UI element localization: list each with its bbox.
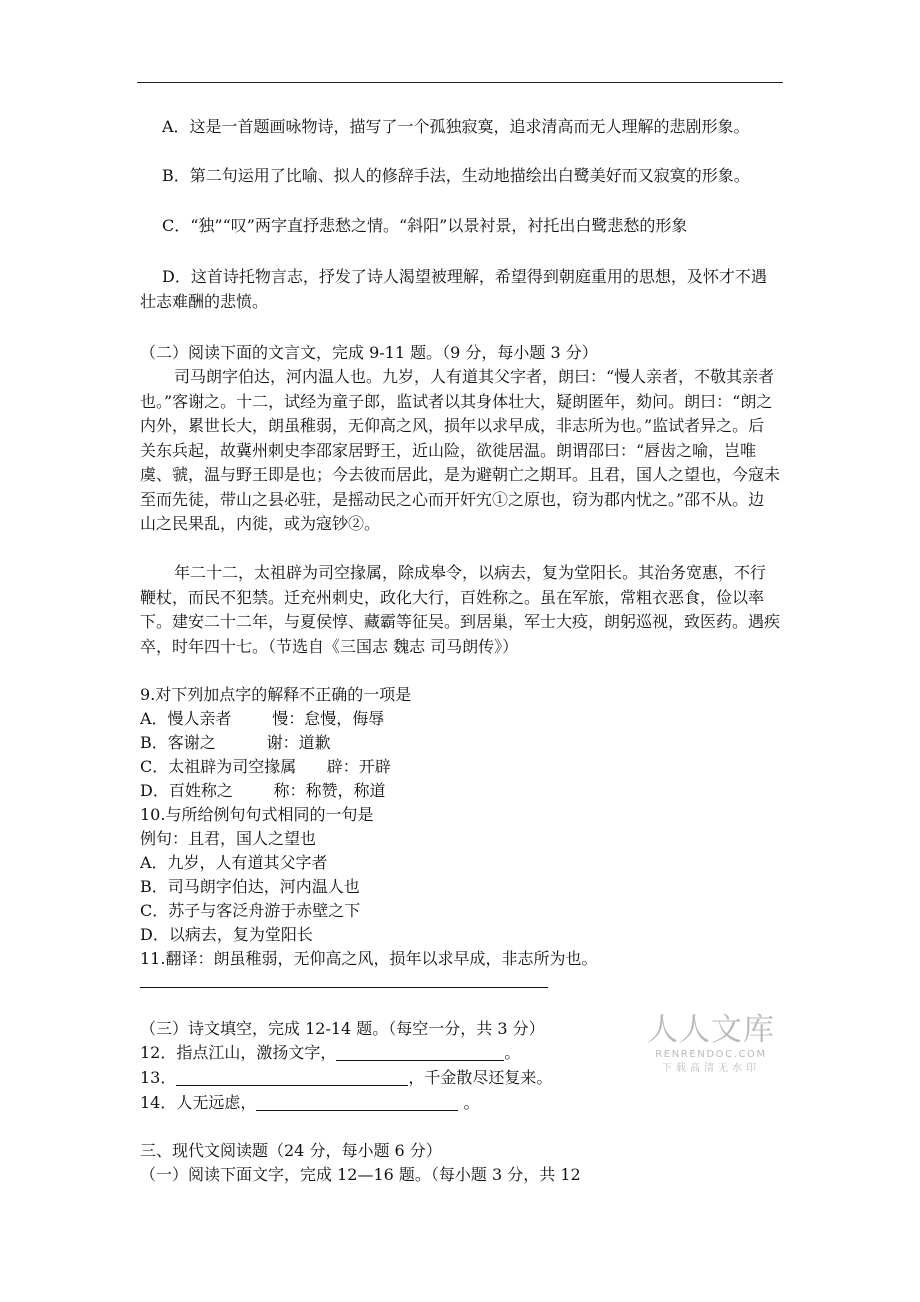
q11-answer-line[interactable] (140, 987, 548, 988)
q13-line (140, 1066, 552, 1090)
q13-blank[interactable] (176, 1069, 408, 1086)
q12-blank[interactable] (336, 1044, 504, 1061)
q9-option-b: B．客谢之 谢：道歉 (140, 733, 331, 752)
q9-option-c: C．太祖辟为司空掾属 辟：开辟 (140, 757, 391, 776)
q10-example: 例句：且君，国人之望也 (140, 829, 317, 848)
watermark-logo (646, 1012, 776, 1076)
q14-prefix: 14．人无远虑， (140, 1093, 257, 1112)
classical-text-para1: 司马朗字伯达，河内温人也。九岁，人有道其父字者，朗曰：“慢人亲者，不敬其亲者也。”客谢之。十二，试经为童子郎，监试者以其身体壮大，疑朗匿年，劾问。朗曰：“朗之内外，累世长大，朗虽稚弱，无仰高之风，损年以求早成，非志所为也。”监试者异之。后关东兵起，故冀州刺史李邵家居野王，近山险，欲徙居温。朗谓邵曰：“唇齿之喻，岂唯虞、虢，温与野王即是也；今去彼而居此，是为避朝亡之期耳。且君，国人之望也，今寇未至而先徒，带山之县必驻，是摇动民之心而开奸宄①之原也，窃为郡内忧之。”邵不从。边山之民果乱，内徙，或为寇钞②。 (140, 367, 781, 533)
part3-subheading: （一）阅读下面文字，完成 12—16 题。（每小题 3 分，共 12 (140, 1165, 581, 1184)
q14-line (140, 1091, 479, 1115)
q10-stem: 10.与所给例句句式相同的一句是 (140, 805, 374, 824)
poem-option-b: B．第二句运用了比喻、拟人的修辞手法，生动地描绘出白鹭美好而又寂寞的形象。 (162, 166, 750, 185)
q14-blank[interactable] (256, 1094, 458, 1111)
q9-stem: 9.对下列加点字的解释不正确的一项是 (140, 685, 412, 704)
q10-option-d: D．以病去，复为堂阳长 (140, 925, 313, 944)
q12-prefix: 12．指点江山，激扬文字， (140, 1043, 337, 1062)
watermark-url: RENRENDOC.COM (655, 1049, 767, 1060)
watermark-tagline: 下载高清无水印 (662, 1063, 760, 1074)
poem-option-c: C．“独”“叹”两字直抒悲愁之情。“斜阳”以景衬景，衬托出白鹭悲愁的形象 (162, 216, 688, 235)
q11-translation: 11.翻译：朗虽稚弱，无仰高之风，损年以求早成，非志所为也。 (140, 949, 598, 968)
poem-option-a: A．这是一首题画咏物诗，描写了一个孤独寂寞，追求清高而无人理解的悲剧形象。 (162, 117, 750, 136)
watermark-title: 人人文库 (647, 1012, 775, 1048)
q9-option-d: D．百姓称之 称：称赞，称道 (140, 781, 386, 800)
q12-suffix: 。 (504, 1043, 521, 1062)
section2-heading: （二）阅读下面的文言文，完成 9-11 题。（9 分，每小题 3 分） (140, 343, 598, 362)
q10-option-a: A．九岁，人有道其父字者 (140, 853, 328, 872)
q10-option-c: C．苏子与客泛舟游于赤壁之下 (140, 901, 361, 920)
header-rule (137, 82, 783, 83)
section3-heading: （三）诗文填空，完成 12-14 题。（每空一分，共 3 分） (140, 1019, 545, 1038)
classical-text-para2: 年二十二，太祖辟为司空掾属，除成皋令，以病去，复为堂阳长。其治务宽惠，不行鞭杖，而民不犯禁。迁充州刺史，政化大行，百姓称之。虽在军旅，常粗衣恶食，俭以率下。建安二十二年，与夏侯惇、藏霸等征吴。到居巢，军士大疫，朗躬巡视，致医药。遇疾卒，时年四十七。（节选自《三国志 魏志 司马朗传》） (140, 563, 781, 656)
part3-heading: 三、现代文阅读题（24 分，每小题 6 分） (140, 1141, 442, 1160)
poem-option-d: D．这首诗托物言志，抒发了诗人渴望被理解，希望得到朝庭重用的思想，及怀才不遇壮志难酬的悲愤。 (140, 267, 767, 311)
q13-suffix: ，千金散尽还复来。 (408, 1068, 553, 1087)
q10-option-b: B．司马朗字伯达，河内温人也 (140, 877, 360, 896)
q14-suffix: 。 (458, 1093, 480, 1112)
q12-line (140, 1041, 520, 1065)
q9-option-a: A．慢人亲者 慢：怠慢，侮辱 (140, 709, 385, 728)
q13-prefix: 13． (140, 1068, 177, 1087)
